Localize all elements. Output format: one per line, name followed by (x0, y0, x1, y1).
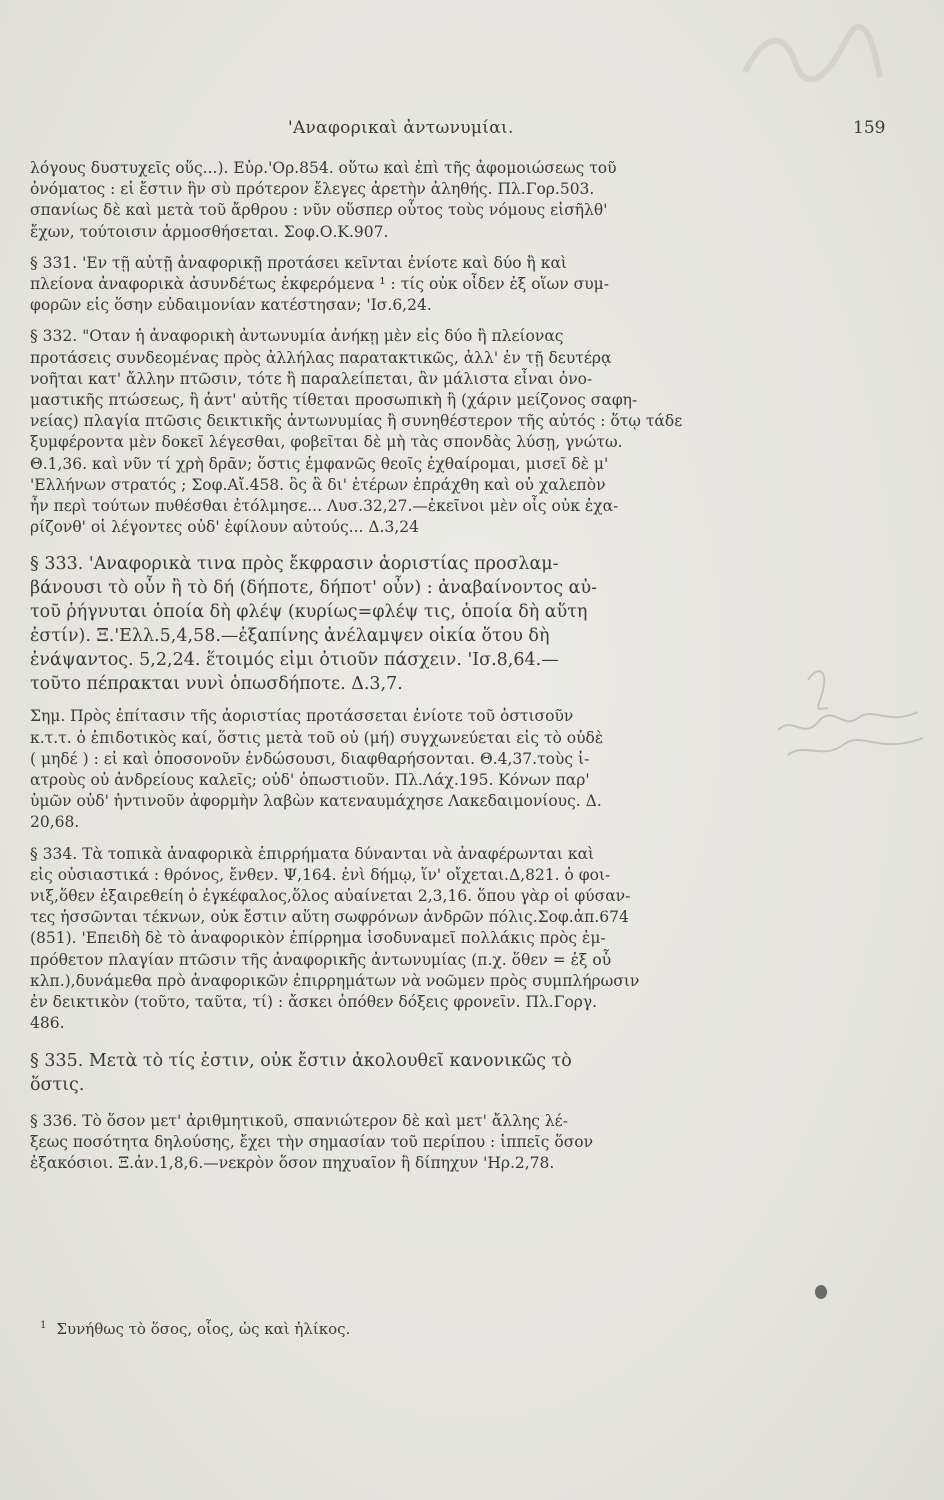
section-334: § 334. Τὰ τοπικὰ ἀναφορικὰ ἐπιρρήματα δύνανται νὰ ἀναφέρωνται καὶ εἰς οὐσιαστικά : θρόνος, ἔνθεν. Ψ,164. ἐνὶ δήμῳ, ἵν' οἴχεται.Δ,821. ὁ φοι- νιξ,ὅθεν ἐξαιρεθείη ὁ ἐγκέφαλος,ὅλος αὐαίνεται 2,3,16. ὅπου γὰρ οἱ φύσαν- τες ἡσσῶνται τέκνων, οὐκ ἔστιν αὕτη σωφρόνων ἀνδρῶν πόλις.Σοφ.ἀπ.674 (851). 'Επειδὴ δὲ τὸ ἀναφορικὸν ἐπίρρημα ἰσοδυναμεῖ πολλάκις πρὸς ἐμ- πρόθετον πλαγίαν πτῶσιν τῆς ἀναφορικῆς ἀντωνυμίας (π.χ. ὅθεν = ἐξ οὗ κλπ.),δυνάμεθα πρὸ ἀναφορικῶν ἐπιρρημάτων νὰ νοῶμεν πρὸς συμπλήρωσιν ἐν δεικτικὸν (τοῦτο, ταῦτα, τί) : ἄσκει ὁπόθεν δόξεις φρονεῖν. Πλ.Γοργ. 486. (30, 844, 640, 1033)
section-333: § 333. 'Αναφορικὰ τινα πρὸς ἔκφρασιν ἀοριστίας προσλαμ- βάνουσι τὸ οὖν ἢ τὸ δή (δήποτε, δήποτ' οὖν) : ἀναβαίνοντος αὐ- τοῦ ῥήγνυται ὁποία δὴ φλέψ (κυρίως=φλέψ τις, ὁποία δὴ αὕτη ἐστίν). Ξ.'Ελλ.5,4,58.—ἐξαπίνης ἀνέλαμψεν οἰκία ὅτου δὴ ἐνάψαντος. 5,2,24. ἕτοιμός εἰμι ὁτιοῦν πάσχειν. 'Ισ.8,64.— τοῦτο πέπρακται νυνὶ ὁπωσδήποτε. Δ.3,7. (30, 554, 598, 695)
section-336: § 336. Τὸ ὅσον μετ' ἀριθμητικοῦ, σπανιώτερον δὲ καὶ μετ' ἄλλης λέ- ξεως ποσότητα δηλούσης, ἔχει τὴν σημασίαν τοῦ περίπου : ἱππεῖς ὅσον ἑξακόσιοι. Ξ.ἀν.1,8,6.—νεκρὸν ὅσον πηχυαῖον ἢ δίπηχυν 'Ηρ.2,78. (30, 1111, 594, 1172)
section-335: § 335. Μετὰ τὸ τίς ἐστιν, οὐκ ἔστιν ἀκολουθεῖ κανονικῶς τὸ ὅστις. (30, 1050, 572, 1095)
handwritten-margin-note (768, 660, 933, 780)
section-331: § 331. 'Εν τῇ αὐτῇ ἀναφορικῇ προτάσει κεῖνται ἐνίοτε καὶ δύο ἢ καὶ πλείονα ἀναφορικὰ ἀσυνδέτως ἐκφερόμενα ¹ : τίς οὐκ οἶδεν ἐξ οἵων συμ- φορῶν εἰς ὅσην εὐδαιμονίαν κατέστησαν; 'Ισ.6,24. (30, 253, 609, 315)
bleed-through-mark (735, 22, 885, 92)
page-number: 159 (853, 118, 886, 138)
footnote (40, 1320, 350, 1338)
remark-note: Σημ. Πρὸς ἐπίτασιν τῆς ἀοριστίας προτάσσεται ἐνίοτε τοῦ ὁστισοῦν κ.τ.τ. ὁ ἐπιδοτικὸς καί, ὅστις μετὰ τοῦ οὐ (μή) συγχωνεύεται εἰς τὸ οὐδὲ ( μηδέ ) : εἰ καὶ ὁποσονοῦν ἐνδώσουσι, διαφθαρήσονται. Θ.4,37.τοὺς ἰ- ατροὺς οὐ ἀνδρείους καλεῖς; οὐδ' ὁπωστιοῦν. Πλ.Λάχ.195. Κόνων παρ' ὑμῶν οὐδ' ἡντινοῦν ἀφορμὴν λαβὼν κατεναυμάχησε Λακεδαιμονίους. Δ. 20,68. (30, 707, 604, 832)
running-title: 'Αναφορικαὶ ἀντωνυμίαι. (288, 118, 514, 138)
main-text (30, 158, 742, 1174)
ink-blot (815, 1285, 827, 1299)
paragraph-continuation: λόγους δυστυχεῖς οὕς...). Εὐρ.'Ορ.854. οὕτω καὶ ἐπὶ τῆς ἀφομοιώσεως τοῦ ὀνόματος : εἰ ἔστιν ἣν σὺ πρότερον ἔλεγες ἀρετὴν ἀληθής. Πλ.Γορ.503. σπανίως δὲ καὶ μετὰ τοῦ ἄρθρου : νῦν οὕσπερ οὗτος τοὺς νόμους εἰσῆλθ' ἔχων, τούτοισιν ἁρμοσθήσεται. Σοφ.Ο.Κ.907. (30, 159, 617, 241)
footnote-text: Συνήθως τὸ ὅσος, οἷος, ὡς καὶ ἡλίκος. (56, 1320, 351, 1338)
section-332: § 332. "Οταν ἡ ἀναφορικὴ ἀντωνυμία ἀνήκῃ μὲν εἰς δύο ἢ πλείονας προτάσεις συνδεομένας πρὸς ἀλλήλας παρατακτικῶς, ἀλλ' ἐν τῇ δευτέρᾳ νοῆται κατ' ἄλλην πτῶσιν, τότε ἢ παραλείπεται, ἂν μάλιστα εἶναι ὀνο- μαστικῆς πτώσεως, ἢ ἀντ' αὐτῆς τίθεται προσωπικὴ ἢ (χάριν μείζονος σαφη- νείας) πλαγία πτῶσις δεικτικῆς ἀντωνυμίας ἢ συνηθέστερον τῆς αὐτός : ὅτῳ τάδε ξυμφέροντα μὲν δοκεῖ λέγεσθαι, φοβεῖται δὲ μὴ τὰς σπονδὰς λύσῃ, γνώτω. Θ.1,36. καὶ νῦν τί χρὴ δρᾶν; ὅστις ἐμφανῶς θεοῖς ἐχθαίρομαι, μισεῖ δὲ μ' 'Ελλήνων στρατός ; Σοφ.Αἴ.458. ὃς ἃ δι' ἑτέρων ἐπράχθη καὶ οὐ χαλεπὸν ἦν περὶ τούτων πυθέσθαι ἐτόλμησε... Λυσ.32,27.—ἐκεῖνοι μὲν οἷς οὐκ ἐχα- ρίζονθ' οἱ λέγοντες οὐδ' ἐφίλουν αὐτούς... Δ.3,24 (30, 327, 683, 537)
footnote-marker: 1 (40, 1320, 47, 1331)
